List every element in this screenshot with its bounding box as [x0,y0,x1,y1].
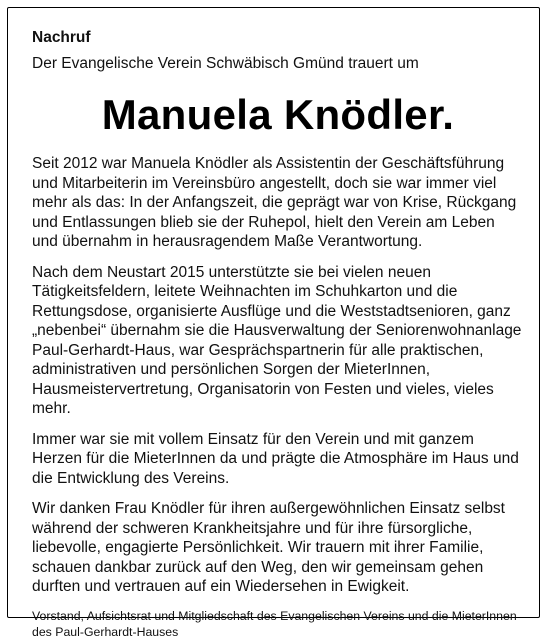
paragraph-gratitude: Wir danken Frau Knödler für ihren außergewöhnlichen Einsatz selbst während der schweren Krankheitsjahre und für ihre fürsorgliche, liebevolle, engagierte Persönlichkeit. Wir trauern mit ihrer Familie, schauen dankbar zurück auf den Weg, den wir gemeinsam gehen durften und vertrauen auf ein Wiedersehen in Ewigkeit. [32,500,505,595]
deceased-name: Manuela Knödler. [101,91,455,138]
paragraph-employment: Seit 2012 war Manuela Knödler als Assistentin der Geschäftsführung und Mitarbeiterin im Vereinsbüro angestellt, doch sie war immer viel mehr als das: In der Anfangszeit, die geprägt war von Krise, Rückgang und Entlassungen blieb sie der Ruhepol, hielt den Verein am Leben und übernahm in herausragendem Maße Verantwortung. [32,155,517,250]
notice-intro: Der Evangelische Verein Schwäbisch Gmünd trauert um [32,55,419,72]
paragraph-dedication: Immer war sie mit vollem Einsatz für den Verein und mit ganzem Herzen für die MieterInnen da und prägte die Atmosphäre im Haus und die Entwicklung des Vereins. [32,430,519,487]
notice-signature: Vorstand, Aufsichtsrat und Mitgliedschaft des Evangelischen Vereins und die MieterInnen des Paul-Gerhardt-Hauses [32,608,517,639]
notice-heading: Nachruf [32,29,91,46]
paragraph-activities: Nach dem Neustart 2015 unterstützte sie bei vielen neuen Tätigkeitsfeldern, leitete Weihnachten im Schuhkarton und die Rettungsdose, organisierte Ausflüge und die Weststadtsenioren, ganz „nebenbei“ übernahm sie die Hausverwaltung der Seniorenwohnanlage Paul-Gerhardt-Haus, war Gesprächspartnerin für alle praktischen, administrativen und persönlichen Sorgen der MieterInnen, Hausmeistervertretung, Organisatorin von Festen und vieles, vieles mehr. [32,263,522,417]
obituary-notice [32,28,524,640]
